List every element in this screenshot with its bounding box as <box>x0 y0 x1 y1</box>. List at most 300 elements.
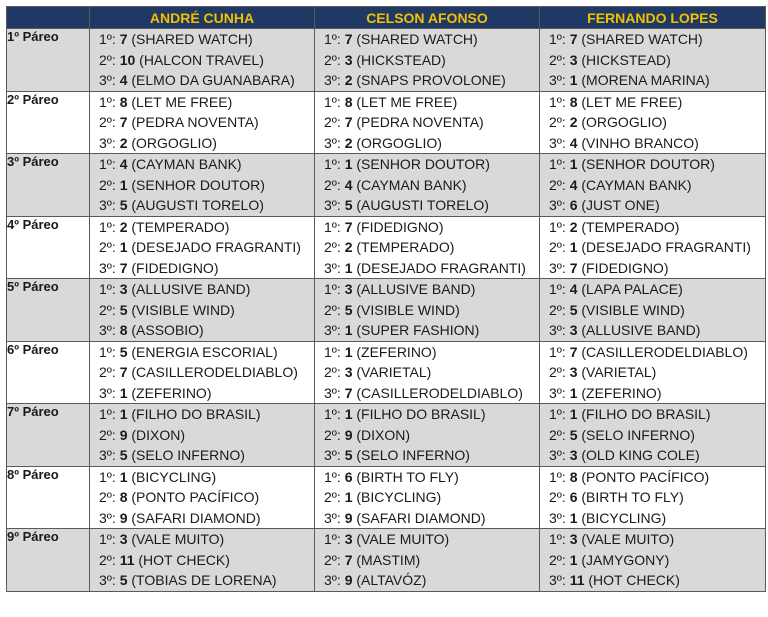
horse-number: 3 <box>344 281 353 297</box>
pick-position: 3º: <box>324 509 341 526</box>
pick-line <box>540 175 765 196</box>
pick-position: 1º: <box>99 93 116 110</box>
pick-position: 2º: <box>324 364 341 380</box>
pick-position: 2º: <box>324 176 341 193</box>
expert-picks-cell <box>540 29 766 92</box>
pick-position: 2º: <box>324 551 341 568</box>
horse-name: (TEMPERADO) <box>131 218 230 235</box>
horse-number: 9 <box>119 426 128 443</box>
pick-position: 2º: <box>99 364 116 380</box>
horse-number: 10 <box>119 51 136 68</box>
pick-position: 3º: <box>99 72 116 88</box>
picks-table <box>6 6 766 592</box>
expert-picks-cell <box>540 279 766 342</box>
horse-name: (JAMYGONY) <box>581 551 670 568</box>
pick-line <box>315 425 539 446</box>
pick-position: 3º: <box>99 509 116 526</box>
horse-number: 5 <box>119 572 128 588</box>
race-row <box>7 29 766 92</box>
horse-name: (LET ME FREE) <box>356 93 458 110</box>
horse-name: (DIXON) <box>356 426 411 443</box>
header-row <box>7 7 766 29</box>
horse-number: 7 <box>119 364 128 380</box>
horse-number: 1 <box>344 489 353 505</box>
pick-line <box>540 133 765 154</box>
horse-name: (VISIBLE WIND) <box>581 301 685 318</box>
race-row <box>7 279 766 342</box>
horse-number: 1 <box>344 322 353 338</box>
horse-number: 1 <box>344 156 353 172</box>
horse-name: (PONTO PACÍFICO) <box>581 468 710 485</box>
race-row <box>7 216 766 279</box>
pick-position: 1º: <box>324 156 341 172</box>
horse-number: 9 <box>344 509 353 526</box>
horse-name: (TEMPERADO) <box>356 239 455 255</box>
horse-name: (HICKSTEAD) <box>356 51 446 68</box>
pick-position: 3º: <box>549 197 566 213</box>
horse-name: (SAFARI DIAMOND) <box>356 509 486 526</box>
horse-number: 3 <box>119 281 128 297</box>
expert-picks-cell <box>315 529 540 592</box>
horse-name: (SAFARI DIAMOND) <box>131 509 261 526</box>
pick-line <box>540 570 765 591</box>
horse-name: (VISIBLE WIND) <box>356 301 460 318</box>
horse-name: (ENERGIA ESCORIAL) <box>131 343 278 360</box>
horse-name: (HOT CHECK) <box>138 551 230 568</box>
pick-position: 3º: <box>324 384 341 401</box>
pick-line <box>90 467 314 488</box>
horse-name: (OLD KING COLE) <box>581 447 700 463</box>
race-label: 1º Páreo <box>7 29 90 92</box>
horse-number: 6 <box>569 489 578 505</box>
horse-number: 7 <box>344 114 353 130</box>
horse-number: 3 <box>569 447 578 463</box>
horse-number: 3 <box>569 51 578 68</box>
pick-line <box>90 50 314 71</box>
horse-number: 7 <box>344 31 353 47</box>
horse-number: 3 <box>344 51 353 68</box>
horse-number: 9 <box>344 572 353 588</box>
pick-position: 3º: <box>549 134 566 151</box>
horse-name: (VINHO BRANCO) <box>581 134 699 151</box>
pick-position: 1º: <box>324 406 341 422</box>
horse-number: 6 <box>344 468 353 485</box>
horse-name: (SUPER FASHION) <box>356 322 480 338</box>
pick-line <box>315 467 539 488</box>
pick-line <box>315 92 539 113</box>
pick-line <box>540 383 765 404</box>
pick-position: 1º: <box>99 31 116 47</box>
pick-line <box>90 529 314 550</box>
race-label: 3º Páreo <box>7 154 90 217</box>
pick-line <box>90 404 314 425</box>
expert-picks-cell <box>540 91 766 154</box>
pick-line <box>90 217 314 238</box>
horse-name: (ELMO DA GUANABARA) <box>131 72 295 88</box>
expert-picks-cell <box>90 279 315 342</box>
pick-position: 2º: <box>99 51 116 68</box>
horse-number: 1 <box>119 384 128 401</box>
expert-picks-cell <box>90 154 315 217</box>
horse-name: (FIDEDIGNO) <box>356 218 444 235</box>
horse-number: 6 <box>569 197 578 213</box>
pick-line <box>540 487 765 508</box>
pick-line <box>315 70 539 91</box>
race-row <box>7 154 766 217</box>
pick-position: 1º: <box>99 468 116 485</box>
race-row <box>7 466 766 529</box>
horse-name: (DIXON) <box>131 426 186 443</box>
pick-position: 1º: <box>549 93 566 110</box>
horse-number: 1 <box>569 72 578 88</box>
horse-name: (ORGOGLIO) <box>131 134 217 151</box>
horse-number: 4 <box>344 176 353 193</box>
pick-position: 2º: <box>549 114 566 130</box>
horse-name: (BICYCLING) <box>131 468 217 485</box>
horse-name: (FIDEDIGNO) <box>131 259 219 276</box>
horse-number: 4 <box>569 134 578 151</box>
pick-position: 2º: <box>99 426 116 443</box>
pick-position: 3º: <box>99 447 116 463</box>
horse-number: 1 <box>119 406 128 422</box>
horse-number: 4 <box>119 156 128 172</box>
horse-name: (DESEJADO FRAGRANTI) <box>131 239 301 255</box>
horse-number: 5 <box>344 447 353 463</box>
horse-name: (ZEFERINO) <box>581 384 662 401</box>
race-row <box>7 404 766 467</box>
expert-picks-cell <box>315 279 540 342</box>
horse-name: (CASILLERODELDIABLO) <box>581 343 748 360</box>
horse-number: 3 <box>569 531 578 547</box>
pick-line <box>540 508 765 529</box>
horse-number: 3 <box>344 364 353 380</box>
horse-number: 3 <box>569 364 578 380</box>
pick-position: 2º: <box>549 301 566 318</box>
pick-position: 2º: <box>99 176 116 193</box>
pick-line <box>90 570 314 591</box>
horse-name: (SENHOR DOUTOR) <box>131 176 265 193</box>
pick-line <box>315 362 539 383</box>
pick-line <box>315 258 539 279</box>
horse-number: 2 <box>569 114 578 130</box>
pick-position: 1º: <box>99 531 116 547</box>
pick-position: 2º: <box>549 239 566 255</box>
horse-number: 2 <box>119 134 128 151</box>
expert-picks-cell <box>540 466 766 529</box>
horse-number: 5 <box>119 197 128 213</box>
pick-line <box>315 445 539 466</box>
pick-line <box>540 154 765 175</box>
pick-position: 1º: <box>549 281 566 297</box>
expert-picks-cell <box>90 29 315 92</box>
pick-position: 3º: <box>324 72 341 88</box>
horse-number: 4 <box>119 72 128 88</box>
pick-position: 1º: <box>549 406 566 422</box>
horse-name: (VISIBLE WIND) <box>131 301 235 318</box>
horse-number: 7 <box>344 384 353 401</box>
pick-line <box>540 70 765 91</box>
horse-name: (LET ME FREE) <box>581 93 683 110</box>
pick-line <box>315 195 539 216</box>
race-label: 2º Páreo <box>7 91 90 154</box>
pick-line <box>315 279 539 300</box>
horse-name: (PEDRA NOVENTA) <box>131 114 259 130</box>
horse-number: 1 <box>569 406 578 422</box>
pick-line <box>90 362 314 383</box>
pick-line <box>540 320 765 341</box>
pick-line <box>315 112 539 133</box>
pick-line <box>540 445 765 466</box>
pick-position: 1º: <box>324 281 341 297</box>
horse-name: (LET ME FREE) <box>131 93 233 110</box>
horse-number: 5 <box>119 343 128 360</box>
pick-line <box>315 320 539 341</box>
horse-number: 3 <box>344 531 353 547</box>
pick-line <box>540 50 765 71</box>
pick-position: 1º: <box>99 156 116 172</box>
horse-number: 11 <box>569 572 585 588</box>
pick-line <box>540 300 765 321</box>
expert-picks-cell <box>315 341 540 404</box>
pick-position: 2º: <box>99 301 116 318</box>
pick-position: 1º: <box>549 31 566 47</box>
horse-name: (FILHO DO BRASIL) <box>131 406 261 422</box>
pick-line <box>90 258 314 279</box>
horse-name: (FILHO DO BRASIL) <box>356 406 486 422</box>
pick-line <box>315 154 539 175</box>
horse-number: 1 <box>344 259 353 276</box>
horse-number: 7 <box>569 343 578 360</box>
pick-line <box>90 154 314 175</box>
expert-picks-cell <box>90 216 315 279</box>
pick-line <box>315 570 539 591</box>
pick-line <box>315 50 539 71</box>
horse-number: 5 <box>569 301 578 318</box>
pick-position: 3º: <box>99 572 116 588</box>
pick-line <box>90 195 314 216</box>
horse-name: (SHARED WATCH) <box>131 31 253 47</box>
expert-picks-cell <box>540 529 766 592</box>
horse-number: 1 <box>119 468 128 485</box>
pick-position: 1º: <box>549 531 566 547</box>
horse-name: (MASTIM) <box>356 551 421 568</box>
pick-position: 1º: <box>324 31 341 47</box>
pick-line <box>540 195 765 216</box>
pick-position: 2º: <box>549 364 566 380</box>
pick-position: 2º: <box>549 51 566 68</box>
expert-picks-cell <box>90 466 315 529</box>
horse-name: (FILHO DO BRASIL) <box>581 406 711 422</box>
pick-position: 3º: <box>549 447 566 463</box>
pick-position: 1º: <box>99 218 116 235</box>
horse-name: (SENHOR DOUTOR) <box>356 156 490 172</box>
horse-name: (VARIETAL) <box>356 364 432 380</box>
pick-position: 3º: <box>549 72 566 88</box>
horse-name: (ALLUSIVE BAND) <box>356 281 476 297</box>
pick-line <box>540 529 765 550</box>
horse-number: 7 <box>119 259 128 276</box>
race-row <box>7 341 766 404</box>
pick-position: 1º: <box>99 343 116 360</box>
pick-position: 3º: <box>549 322 566 338</box>
horse-name: (ALTAVÓZ) <box>356 572 427 588</box>
pick-line <box>540 217 765 238</box>
pick-position: 2º: <box>99 489 116 505</box>
horse-number: 7 <box>344 218 353 235</box>
horse-number: 1 <box>569 509 578 526</box>
race-label: 7º Páreo <box>7 404 90 467</box>
pick-line <box>315 383 539 404</box>
horse-number: 8 <box>569 93 578 110</box>
race-label: 4º Páreo <box>7 216 90 279</box>
horse-number: 7 <box>119 31 128 47</box>
pick-position: 1º: <box>324 93 341 110</box>
pick-line <box>540 258 765 279</box>
pick-position: 1º: <box>99 406 116 422</box>
pick-position: 3º: <box>324 572 341 588</box>
horse-number: 1 <box>569 384 578 401</box>
pick-line <box>540 550 765 571</box>
pick-line <box>90 112 314 133</box>
pick-line <box>90 29 314 50</box>
horse-number: 3 <box>119 531 128 547</box>
horse-number: 5 <box>119 301 128 318</box>
horse-name: (HICKSTEAD) <box>581 51 671 68</box>
header-corner <box>7 7 90 29</box>
pick-line <box>90 550 314 571</box>
horse-name: (PONTO PACÍFICO) <box>131 489 260 505</box>
pick-position: 3º: <box>549 572 566 588</box>
expert-picks-cell <box>540 404 766 467</box>
horse-number: 4 <box>569 281 578 297</box>
pick-position: 3º: <box>549 384 566 401</box>
horse-name: (PEDRA NOVENTA) <box>356 114 484 130</box>
expert-picks-cell <box>540 341 766 404</box>
horse-number: 7 <box>119 114 128 130</box>
pick-position: 2º: <box>549 551 566 568</box>
horse-name: (LAPA PALACE) <box>581 281 683 297</box>
horse-name: (ZEFERINO) <box>356 343 437 360</box>
horse-name: (ALLUSIVE BAND) <box>581 322 701 338</box>
horse-number: 9 <box>119 509 128 526</box>
horse-number: 2 <box>119 218 128 235</box>
pick-line <box>540 29 765 50</box>
pick-line <box>540 342 765 363</box>
horse-number: 1 <box>119 239 128 255</box>
pick-line <box>540 92 765 113</box>
horse-name: (HALCON TRAVEL) <box>139 51 264 68</box>
pick-position: 1º: <box>324 468 341 485</box>
pick-line <box>90 342 314 363</box>
horse-name: (ASSOBIO) <box>131 322 204 338</box>
horse-name: (SENHOR DOUTOR) <box>581 156 715 172</box>
pick-position: 2º: <box>99 551 116 568</box>
pick-line <box>90 425 314 446</box>
pick-position: 3º: <box>99 322 116 338</box>
pick-line <box>315 550 539 571</box>
horse-number: 8 <box>119 93 128 110</box>
horse-number: 2 <box>344 134 353 151</box>
race-label: 8º Páreo <box>7 466 90 529</box>
horse-name: (JUST ONE) <box>581 197 660 213</box>
horse-name: (DESEJADO FRAGRANTI) <box>581 239 751 255</box>
horse-number: 7 <box>569 31 578 47</box>
horse-number: 2 <box>344 72 353 88</box>
pick-position: 1º: <box>324 531 341 547</box>
horse-name: (ORGOGLIO) <box>356 134 442 151</box>
pick-position: 3º: <box>324 322 341 338</box>
pick-position: 1º: <box>549 156 566 172</box>
pick-position: 2º: <box>324 114 341 130</box>
pick-position: 2º: <box>324 239 341 255</box>
pick-line <box>540 237 765 258</box>
pick-line <box>90 320 314 341</box>
horse-number: 1 <box>119 176 128 193</box>
pick-position: 3º: <box>99 134 116 151</box>
horse-name: (CASILLERODELDIABLO) <box>356 384 523 401</box>
horse-number: 3 <box>569 322 578 338</box>
expert-picks-cell <box>315 29 540 92</box>
horse-name: (TEMPERADO) <box>581 218 680 235</box>
horse-number: 1 <box>344 406 353 422</box>
race-row <box>7 91 766 154</box>
pick-line <box>90 175 314 196</box>
expert-picks-cell <box>90 529 315 592</box>
horse-name: (SELO INFERNO) <box>356 447 470 463</box>
pick-position: 2º: <box>324 51 341 68</box>
pick-line <box>90 300 314 321</box>
pick-line <box>90 487 314 508</box>
pick-line <box>90 279 314 300</box>
pick-position: 1º: <box>549 343 566 360</box>
pick-line <box>315 217 539 238</box>
expert-picks-cell <box>315 404 540 467</box>
horse-number: 7 <box>569 259 578 276</box>
expert-picks-cell <box>90 91 315 154</box>
horse-name: (AUGUSTI TORELO) <box>356 197 489 213</box>
expert-picks-cell <box>315 91 540 154</box>
pick-position: 1º: <box>549 468 566 485</box>
pick-line <box>90 508 314 529</box>
pick-line <box>315 487 539 508</box>
pick-position: 1º: <box>99 281 116 297</box>
pick-line <box>90 445 314 466</box>
pick-position: 2º: <box>99 114 116 130</box>
pick-line <box>540 279 765 300</box>
pick-line <box>540 467 765 488</box>
pick-position: 2º: <box>324 301 341 318</box>
horse-number: 8 <box>344 93 353 110</box>
horse-name: (CAYMAN BANK) <box>131 156 242 172</box>
horse-name: (CASILLERODELDIABLO) <box>131 364 298 380</box>
expert-header: FERNANDO LOPES <box>540 7 766 29</box>
pick-position: 3º: <box>324 259 341 276</box>
race-row <box>7 529 766 592</box>
horse-number: 1 <box>569 551 578 568</box>
pick-position: 3º: <box>549 259 566 276</box>
pick-line <box>315 508 539 529</box>
horse-name: (SHARED WATCH) <box>356 31 478 47</box>
pick-line <box>540 425 765 446</box>
pick-line <box>315 529 539 550</box>
horse-name: (VALE MUITO) <box>581 531 675 547</box>
horse-name: (BICYCLING) <box>581 509 667 526</box>
horse-name: (MORENA MARINA) <box>581 72 710 88</box>
expert-picks-cell <box>315 154 540 217</box>
expert-picks-cell <box>315 216 540 279</box>
race-label: 9º Páreo <box>7 529 90 592</box>
horse-number: 8 <box>119 322 128 338</box>
